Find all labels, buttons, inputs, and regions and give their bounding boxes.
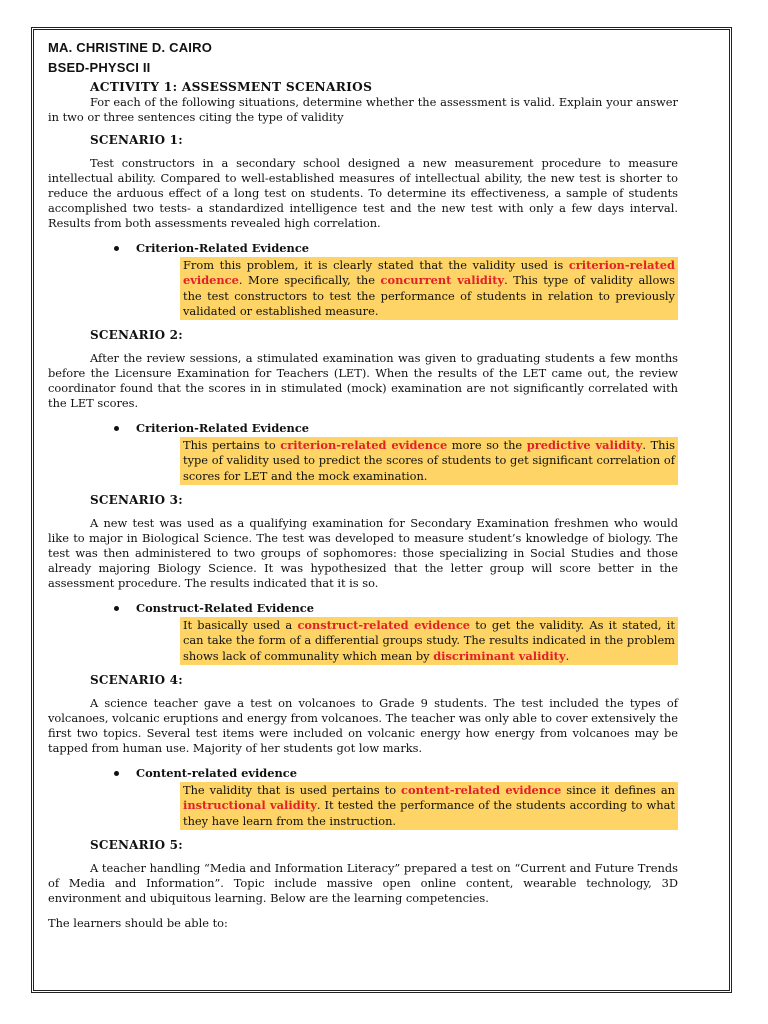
scenario-3-answer bbox=[180, 617, 678, 665]
scenario-2-body: After the review sessions, a stimulated examination was given to graduating students a few months before the Licensure Examination for Teachers (LET). When the results of the LET came out, the review coordinator found that the scores in in stimulated (mock) examination are not significantly correlated with the LET scores. bbox=[48, 351, 678, 411]
answer-text: This pertains to bbox=[183, 438, 281, 453]
scenario-4-body: A science teacher gave a test on volcanoes to Grade 9 students. The test included the types of volcanoes, volcanic eruptions and energy from volcanoes. The teacher was only able to cover extensively the first two topics. Several test items were included on volcanic energy how energy from volcanoes may be tapped from human use. Majority of her students got low marks. bbox=[48, 695, 678, 755]
scenario-3-body: A new test was used as a qualifying examination for Secondary Examination freshmen who would like to major in Biological Science. The test was developed to measure student’s knowledge of biology. The test was then administered to two groups of sophomores: those specializing in Social Studies and those already majoring Biology Science. It was hypothesized that the letter group will score better in the assessment procedure. The results indicated that it is so. bbox=[48, 516, 678, 591]
answer-text: more so the bbox=[447, 438, 527, 453]
scenario-3-evidence bbox=[136, 601, 678, 616]
answer-text: . bbox=[565, 648, 570, 663]
answer-highlight: content-related evidence bbox=[401, 782, 562, 797]
bullet-icon bbox=[114, 606, 119, 611]
scenario-5-body: A teacher handling “Media and Information Literacy” prepared a test on “Current and Future Trends of Media and Information”. Topic include massive open online content, wearable technology, 3D environment and ubiquitous learning. Below are the learning competencies. bbox=[48, 860, 678, 905]
bullet-icon bbox=[114, 426, 119, 431]
scenario-2-answer bbox=[180, 437, 678, 485]
scenario-5-title: SCENARIO 5: bbox=[90, 837, 183, 852]
answer-text: . It tested the performance of the students according to what they have learn from the instruction. bbox=[183, 798, 675, 828]
student-course: BSED-PHYSCI II bbox=[48, 60, 151, 75]
scenario-1-body: Test constructors in a secondary school designed a new measurement procedure to measure intellectual ability. Compared to well-established measures of intellectual ability, the new test is shorter to reduce the arduous effect of a long test on students. To determine its effectiveness, a sample of students accomplished two tests- a standardized intelligence test and the new test with only a few days interval. Results from both assessments revealed high correlation. bbox=[48, 156, 678, 230]
scenario-1-evidence-label: Criterion-Related Evidence bbox=[136, 241, 310, 255]
document-body bbox=[48, 38, 678, 931]
bullet-icon bbox=[114, 246, 119, 251]
answer-highlight: instructional validity bbox=[183, 798, 317, 813]
scenario-2-evidence-label: Criterion-Related Evidence bbox=[136, 421, 310, 436]
scenario-1-answer bbox=[180, 257, 678, 320]
scenario-4-answer bbox=[180, 782, 678, 830]
answer-highlight: concurrent validity bbox=[380, 273, 505, 288]
answer-text: . This type of validity allows the test constructors to test the performance of students in relation to previously validated or established measure. bbox=[183, 273, 675, 318]
answer-text: The validity that is used pertains to bbox=[183, 782, 402, 797]
answer-highlight: discriminant validity bbox=[433, 648, 566, 663]
answer-highlight: criterion-related evidence bbox=[280, 438, 448, 453]
answer-highlight: predictive validity bbox=[526, 438, 643, 453]
scenario-4-title: SCENARIO 4: bbox=[90, 672, 183, 687]
scenario-2-evidence bbox=[136, 421, 678, 436]
answer-text: It basically used a bbox=[183, 618, 298, 633]
scenario-4-evidence-label: Content-related evidence bbox=[136, 765, 297, 780]
answer-text: since it defines an bbox=[561, 782, 676, 797]
scenario-3-evidence-label: Construct-Related Evidence bbox=[136, 601, 314, 616]
student-name: MA. CHRISTINE D. CAIRO bbox=[48, 40, 213, 55]
scenario-4-evidence bbox=[136, 766, 678, 781]
answer-text: to get the validity. As it stated, it can take the form of a differential groups study. The results indicated in the problem shows lack of communality which mean by bbox=[183, 618, 675, 663]
activity-instructions: For each of the following situations, determine whether the assessment is valid. Explain your answer in two or three sentences citing the type of validity bbox=[48, 95, 678, 124]
answer-text: From this problem, it is clearly stated that the validity used is bbox=[183, 258, 569, 272]
answer-text: . More specifically, the bbox=[238, 273, 381, 288]
scenario-1-evidence bbox=[136, 241, 678, 256]
bullet-icon bbox=[114, 771, 119, 776]
scenario-3-title: SCENARIO 3: bbox=[90, 493, 183, 508]
answer-highlight: construct-related evidence bbox=[297, 618, 470, 633]
scenario-2-title: SCENARIO 2: bbox=[90, 328, 183, 343]
activity-title: ACTIVITY 1: ASSESSMENT SCENARIOS bbox=[90, 80, 373, 94]
answer-text: . This type of validity used to predict the scores of students to get significant correlation of scores for LET and the mock examination. bbox=[183, 438, 676, 483]
scenario-5-closing: The learners should be able to: bbox=[48, 915, 228, 930]
answer-highlight: criterion-related evidence bbox=[183, 258, 675, 288]
scenario-1-title: SCENARIO 1: bbox=[90, 133, 183, 147]
